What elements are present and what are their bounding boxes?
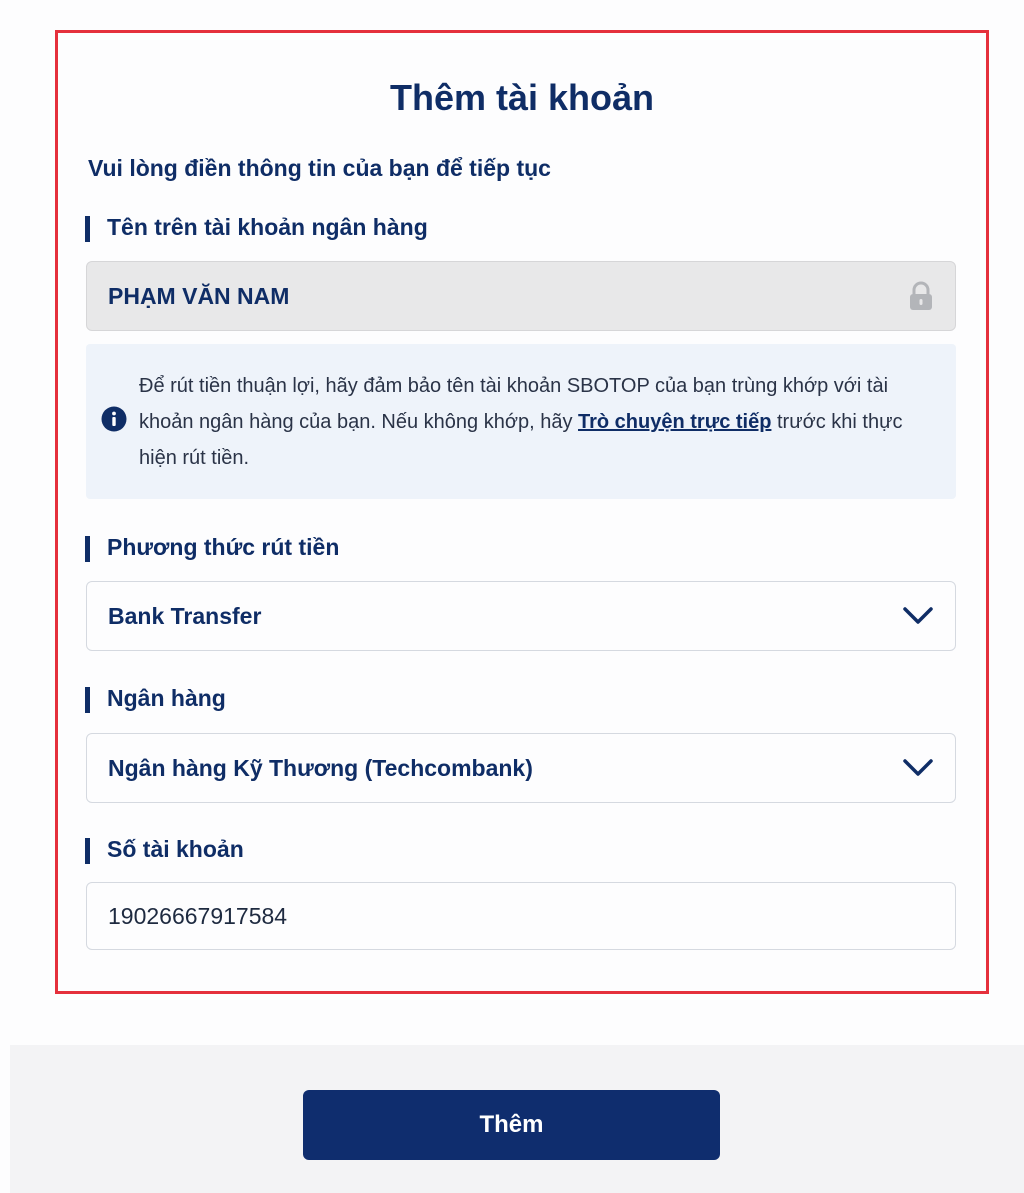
page-title: Thêm tài khoản (389, 77, 655, 118)
notice-text-after: trước khi thực hiện rút tiền. (139, 411, 903, 469)
add-account-form (55, 30, 989, 994)
account-name-field (86, 261, 956, 331)
form-subtitle: Vui lòng điền thông tin của bạn để tiếp tục (88, 155, 551, 181)
account-number-label: Số tài khoản (85, 836, 244, 863)
bank-label: Ngân hàng (85, 685, 226, 712)
notice-text (139, 368, 939, 476)
add-button[interactable]: Thêm (303, 1090, 720, 1160)
chevron-down-icon (902, 758, 934, 778)
withdraw-method-select[interactable] (86, 581, 956, 651)
lock-icon (908, 281, 934, 311)
notice-text-before: Để rút tiền thuận lợi, hãy đảm bảo tên tài khoản SBOTOP của bạn trùng khớp với tài khoản ngân hàng của bạn. Nếu không khớp, hãy (139, 375, 889, 433)
bank-value: Ngân hàng Kỹ Thương (Techcombank) (108, 754, 533, 781)
live-chat-link[interactable]: Trò chuyện trực tiếp (578, 411, 772, 433)
bank-select[interactable] (86, 733, 956, 803)
account-name-value: PHẠM VĂN NAM (108, 282, 290, 309)
withdraw-method-label: Phương thức rút tiền (85, 534, 339, 561)
account-number-value: 19026667917584 (108, 902, 288, 929)
withdraw-method-value: Bank Transfer (108, 602, 262, 629)
name-match-notice (86, 344, 956, 499)
account-name-label: Tên trên tài khoản ngân hàng (85, 214, 428, 241)
account-number-field[interactable] (86, 882, 956, 950)
chevron-down-icon (902, 606, 934, 626)
info-icon (101, 406, 127, 432)
